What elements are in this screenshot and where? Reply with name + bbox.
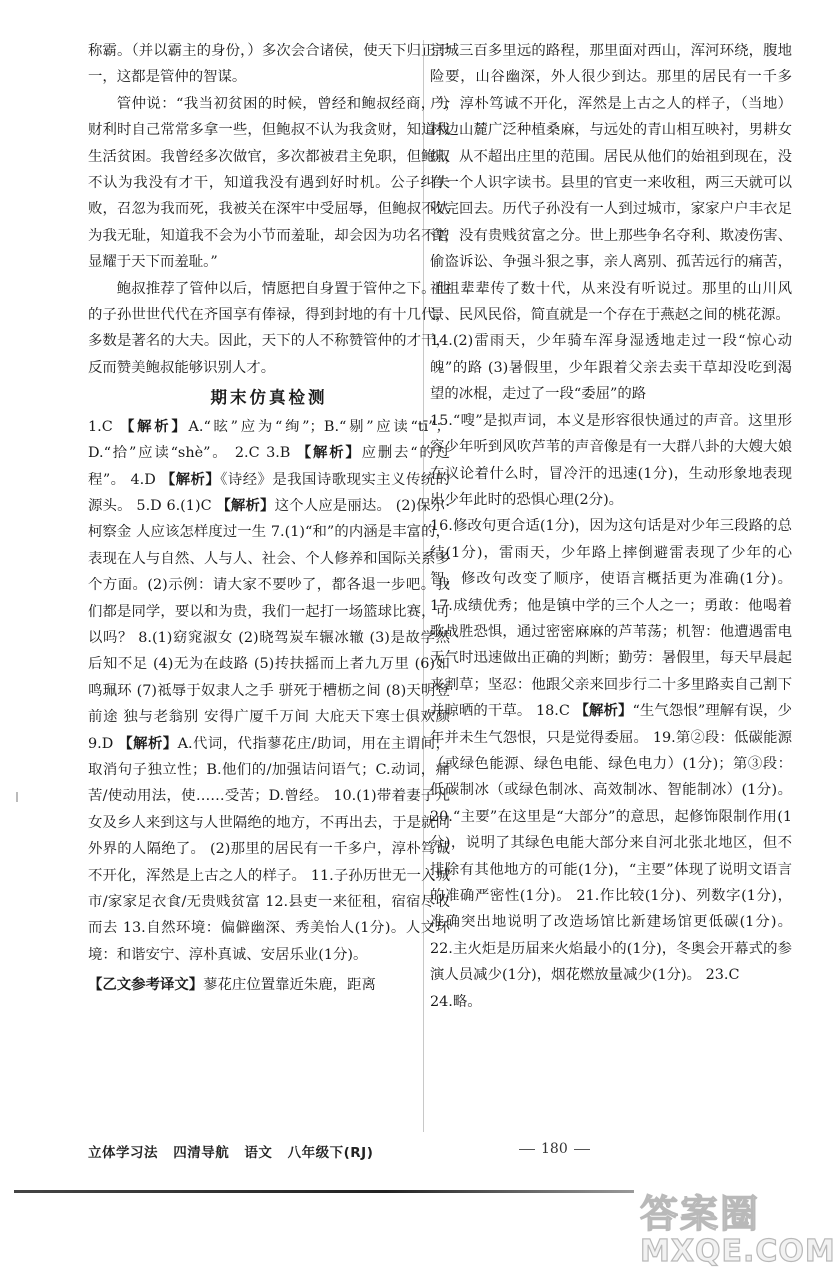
answer-15: 15.“嗖”是拟声词，本义是形容很快通过的声音。这里形容少年听到风吹芦苇的声音像是有一大群八卦的大嫂大娘在议论着什么时，冒冷汗的迅速(1分)，生动形象地表现出少年此时的恐惧心理(2分)。 — [430, 412, 792, 508]
answer-1-analysis: A.“眩”应为“绚”；B.“剔”应读“tī”；D.“拾”应读“shè”。 — [88, 418, 450, 462]
footer-series: 立体学习法 — [88, 1145, 158, 1161]
right-column — [430, 38, 792, 1015]
translation-paragraph-2: 管仲说：“我当初贫困的时候，曾经和鲍叔经商，分财利时自己常常多拿一些，但鲍叔不认为我贪财，知道我生活贫困。我曾经多次做官，多次都被君主免职，但鲍叔不认为我没有才干，知道我没有遇到好时机。公子纠失败，召忽为我而死，我被关在深牢中受屈辱，但鲍叔不认为我无耻，知道我不会为小节而羞耻，却会因为功名不曾显耀于天下而羞耻。” — [88, 95, 450, 271]
footer-grade: 八年级下(RJ) — [287, 1145, 374, 1161]
watermark-logo — [640, 1192, 836, 1274]
answer-7: 7.(1)“和”的内涵是丰富的，表现在人与自然、人与人、社会、个人修养和国际关系多个方面。(2)示例：请大家不要吵了，都各退一步吧。我们都是同学，要以和为贵，我们一起打一场篮球比赛，可以吗？ — [88, 524, 450, 646]
answer-1-number: 1.C — [88, 418, 113, 435]
answer-9-analysis: A.代词，代指蓼花庄/助词，用在主谓间，取消句子独立性；B.他们的/加强诘问语气；C.动词，痛苦/使动用法，使……受苦；D.曾经。 — [88, 735, 450, 805]
answer-2: 2.C — [234, 445, 260, 462]
answer-6-analysis: 这个人应是丽达。 (2)保尔·柯察金 人应该怎样度过一生 — [88, 497, 450, 541]
scan-speck — [16, 792, 18, 802]
footer-brand: 四清导航 — [173, 1145, 230, 1161]
yi-translation-text: 蓼花庄位置靠近朱鹿，距离 — [203, 977, 376, 994]
yi-translation-start — [88, 972, 450, 998]
yi-translation-tag: 【乙文参考译文】 — [88, 976, 204, 994]
answer-4-number: 4.D — [130, 471, 156, 488]
answer-18-analysis: “生气怨恨”理解有误，少年并未生气怨恨，只是觉得委屈。 — [430, 703, 793, 746]
answer-22: 22.主火炬是历届来火焰最小的(1分)，冬奥会开幕式的参演人员减少(1分)，烟花燃放量减少(1分)。 — [430, 940, 792, 984]
page-footer — [88, 1141, 383, 1161]
answer-4-analysis: 《诗经》是我国诗歌现实主义传统的源头。 — [88, 471, 451, 514]
answer-12: 12.县吏一来征租，宿宿尽收而去 — [88, 894, 450, 937]
answer-3-analysis: 应删去“的过程”。 — [88, 445, 451, 488]
translation-paragraph-3: 鲍叔推荐了管仲以后，情愿把自身置于管仲之下。他的子孙世世代代在齐国享有俸禄，得到封地的有十几代，多数是著名的大夫。因此，天下的人不称赞管仲的才干，反而赞美鲍叔能够识别人才。 — [88, 280, 450, 376]
answer-8: 8.(1)窈窕淑女 (2)晓驾炭车辗冰辙 (3)是故学然后知不足 (4)无为在歧路 (5)抟扶摇而上者九万里 (6)如鸣珮环 (7)祗辱于奴隶人之手 骈死于槽枥之间 (8)天明登前途 独与老翁别 安得广厦千万间 大庇天下寒士俱欢颜 — [88, 629, 450, 726]
answer-4-analysis-tag: 【解析】 — [160, 470, 221, 488]
answer-3-number: 3.B — [266, 445, 291, 462]
answer-18-analysis-tag: 【解析】 — [574, 702, 633, 720]
footer-subject: 语文 — [244, 1145, 273, 1161]
section-title: 期末仿真检测 — [210, 388, 328, 408]
bottom-rule — [14, 1190, 634, 1193]
answer-10: 10.(1)带着妻子儿女及乡人来到这与人世隔绝的地方，不再出去，于是就同外界的人隔绝了。 (2)那里的居民有一千多户，淳朴笃诚不开化，浑然是上古之人的样子。 — [88, 788, 450, 884]
answer-17: 17.成绩优秀；他是镇中学的三个人之一；勇敢：他喝着歌战胜恐惧，通过密密麻麻的芦苇荡；机智：他遭遇雷电天气时迅速做出正确的判断；勤劳：暑假里，每天早晨起来割草；坚忍：他跟父亲来回步行二十多里路卖自己割下并晾晒的干草。 — [430, 597, 792, 720]
answer-20: 20.“主要”在这里是“大部分”的意思，起修饰限制作用(1分)，说明了其绿色电能大部分来自河北张北地区，但不排除有其他地方的可能(1分)，“主要”体现了说明文语言的准确严密性(1分)。 — [430, 808, 792, 904]
left-column — [88, 38, 450, 999]
answer-24: 24.略。 — [430, 993, 482, 1010]
page-number: 180 — [513, 1141, 596, 1157]
yi-translation-continued: 京城三百多里远的路程，那里面对西山，浑河环绕，腹地险要，山谷幽深，外人很少到达。那里的居民有一千多户，淳朴笃诚不开化，浑然是上古之人的样子，（当地）林边山麓广泛种植桑麻，与远处的青山相互映衬，男耕女织，从不超出庄里的范围。居民从他们的始祖到现在，没有一个人识字读书。县里的官吏一来收租，两三天就可以收完回去。历代子孙没有一人到过城市，家家户户丰衣足食，没有贵贱贫富之分。世上那些争名夺利、欺凌伤害、偷盗诉讼、争强斗狠之事，亲人离别、孤苦远行的痛苦，祖祖辈辈传了数十代，从来没有听说过。那里的山川风景、民风民俗，简直就是一个存在于燕赵之间的桃花源。 — [430, 43, 792, 324]
answer-13: 13.自然环境：偏僻幽深、秀美怡人(1分)。人文环境：和谐安宁、淳朴真诚、安居乐业(1分)。 — [88, 920, 450, 963]
answers-16-18 — [430, 513, 792, 988]
answer-18-number: 18.C — [536, 703, 570, 720]
answer-19: 19.第②段：低碳能源（或绿色能源、绿色电能、绿色电力）(1分)；第③段：低碳制冰（或绿色制冰、高效制冰、智能制冰）(1分)。 — [430, 729, 793, 799]
answer-3-analysis-tag: 【解析】 — [296, 444, 362, 462]
answer-11: 11.子孙历世无一入城市/家家足衣食/无贵贱贫富 — [88, 867, 451, 910]
translation-paragraph-1: 称霸。（并以霸主的身份，）多次会合诸侯，使天下归正于一，这都是管仲的智谋。 — [88, 43, 450, 86]
answer-6-number: 6.(1)C — [166, 497, 212, 514]
answer-6-analysis-tag: 【解析】 — [216, 496, 275, 514]
answer-9-analysis-tag: 【解析】 — [118, 734, 178, 752]
answer-23: 23.C — [705, 967, 740, 984]
watermark-url: MXQE.COM — [640, 1234, 836, 1269]
answers-block-left — [88, 414, 450, 969]
answer-14: 14.(2)雷雨天，少年骑车浑身湿透地走过一段“惊心动魄”的路 (3)暑假里，少年跟着父亲去卖干草却没吃到渴望的冰棍，走过了一段“委屈”的路 — [430, 333, 792, 403]
answer-21: 21.作比较(1分)、列数字(1分)，准确突出地说明了改造场馆比新建场馆更低碳(1分)。 — [430, 888, 793, 931]
watermark-glyphs: 答案圈 — [640, 1192, 761, 1236]
answer-9-number: 9.D — [88, 735, 114, 752]
answer-1-analysis-tag: 【解析】 — [120, 417, 189, 435]
answer-16: 16.修改句更合适(1分)，因为这句话是对少年三段路的总结(1分)，雷雨天，少年路上摔倒避雷表现了少年的心智，修改句改变了顺序，使语言概括更为准确(1分)。 — [430, 518, 792, 588]
answer-5: 5.D — [136, 497, 162, 514]
